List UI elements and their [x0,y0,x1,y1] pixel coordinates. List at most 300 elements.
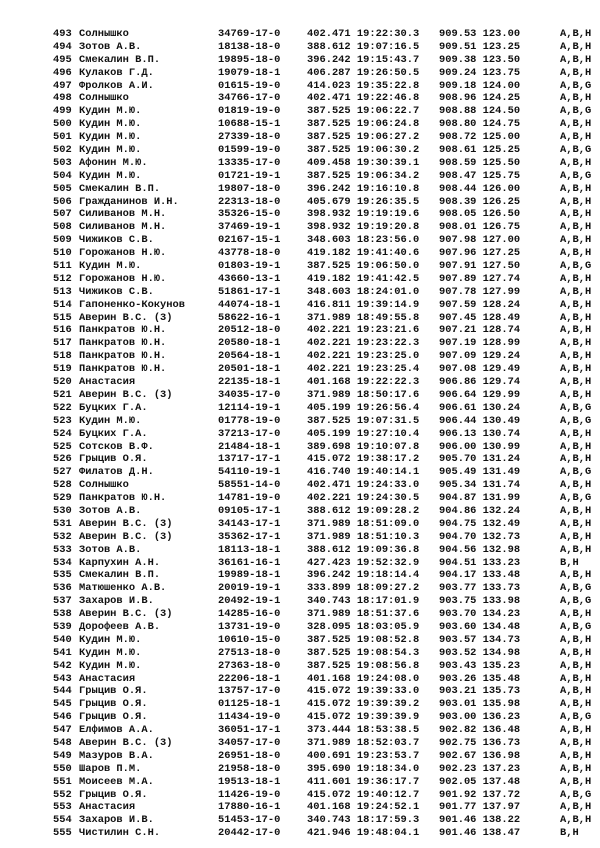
place-number: 537 [53,595,72,608]
participant-name: Аверин В.С. (3) [79,530,173,543]
ring-code: 36051-17-1 [218,724,281,737]
category-flags: A,B,H [560,234,592,247]
distance-and-time: 415.072 19:39:33.0 [307,685,420,698]
distance-and-time: 406.287 19:26:50.5 [307,66,420,79]
table-row [0,299,600,312]
distance-and-time: 414.023 19:35:22.8 [307,79,420,92]
distance-and-time: 371.989 18:51:09.0 [307,517,420,530]
participant-name: Горожанов Н.Ю. [79,247,167,260]
ring-code: 27513-18-0 [218,646,281,659]
category-flags: A,B,H [560,337,592,350]
participant-name: Шаров П.М. [79,762,142,775]
category-flags: A,B,H [560,543,592,556]
category-flags: A,B,G [560,595,592,608]
place-number: 497 [53,79,72,92]
speed-and-points: 907.91 127.50 [439,260,521,273]
speed-and-points: 903.60 134.48 [439,620,521,633]
table-row [0,312,600,325]
distance-and-time: 371.989 18:51:10.3 [307,530,420,543]
distance-and-time: 387.525 19:08:56.8 [307,659,420,672]
distance-and-time: 387.525 19:06:34.2 [307,169,420,182]
distance-and-time: 395.690 19:18:34.0 [307,762,420,775]
table-row [0,518,600,531]
ring-code: 37213-17-0 [218,427,281,440]
participant-name: Зотов А.В. [79,40,142,53]
ring-code: 01819-19-0 [218,105,281,118]
ring-code: 51453-17-0 [218,814,281,827]
table-row [0,402,600,415]
participant-name: Филатов Д.Н. [79,466,154,479]
place-number: 525 [53,440,72,453]
category-flags: A,B,H [560,28,592,40]
place-number: 532 [53,530,72,543]
table-row [0,750,600,763]
table-row [0,673,600,686]
table-row [0,634,600,647]
ring-code: 01599-19-0 [218,144,281,157]
distance-and-time: 398.932 19:19:19.6 [307,208,420,221]
participant-name: Панкратов Ю.Н. [79,350,167,363]
category-flags: A,B,H [560,376,592,389]
participant-name: Фролков А.И. [79,79,154,92]
table-row [0,350,600,363]
ring-code: 34057-17-0 [218,736,281,749]
place-number: 515 [53,311,72,324]
speed-and-points: 908.80 124.75 [439,118,521,131]
ring-code: 01721-19-1 [218,169,281,182]
distance-and-time: 396.242 19:18:14.4 [307,569,420,582]
speed-and-points: 903.57 134.73 [439,633,521,646]
participant-name: Панкратов Ю.Н. [79,324,167,337]
distance-and-time: 387.525 19:06:24.8 [307,118,420,131]
place-number: 519 [53,363,72,376]
category-flags: A,B,H [560,814,592,827]
place-number: 494 [53,40,72,53]
table-row [0,544,600,557]
ring-code: 02167-15-1 [218,234,281,247]
place-number: 547 [53,724,72,737]
place-number: 540 [53,633,72,646]
speed-and-points: 909.24 123.75 [439,66,521,79]
table-row [0,569,600,582]
category-flags: A,B,H [560,724,592,737]
speed-and-points: 907.45 128.49 [439,311,521,324]
table-row [0,647,600,660]
table-row [0,776,600,789]
participant-name: Кудин М.Ю. [79,260,142,273]
table-row [0,67,600,80]
category-flags: A,B,H [560,453,592,466]
participant-name: Буцких Г.А. [79,427,148,440]
ring-code: 20580-18-1 [218,337,281,350]
distance-and-time: 401.168 19:24:08.0 [307,672,420,685]
speed-and-points: 908.05 126.50 [439,208,521,221]
category-flags: A,B,H [560,633,592,646]
ring-code: 35326-15-0 [218,208,281,221]
category-flags: A,B,H [560,388,592,401]
speed-and-points: 908.01 126.75 [439,221,521,234]
ring-code: 26951-18-0 [218,749,281,762]
category-flags: A,B,H [560,208,592,221]
category-flags: A,B,H [560,736,592,749]
participant-name: Аверин В.С. (3) [79,388,173,401]
table-row [0,221,600,234]
place-number: 545 [53,698,72,711]
distance-and-time: 415.072 19:38:17.2 [307,453,420,466]
ring-code: 19079-18-1 [218,66,281,79]
ring-code: 43778-18-0 [218,247,281,260]
distance-and-time: 400.691 19:23:53.7 [307,749,420,762]
ring-code: 44074-18-1 [218,298,281,311]
table-row [0,441,600,454]
distance-and-time: 415.072 19:40:12.7 [307,788,420,801]
ring-code: 35362-17-1 [218,530,281,543]
ring-code: 27363-18-0 [218,659,281,672]
speed-and-points: 907.09 129.24 [439,350,521,363]
distance-and-time: 419.182 19:41:42.5 [307,272,420,285]
distance-and-time: 388.612 19:09:28.2 [307,504,420,517]
speed-and-points: 908.39 126.25 [439,195,521,208]
distance-and-time: 387.525 19:08:54.3 [307,646,420,659]
table-row [0,608,600,621]
category-flags: A,B,G [560,466,592,479]
category-flags: A,B,H [560,92,592,105]
category-flags: A,B,H [560,762,592,775]
participant-name: Афонин М.Ю. [79,156,148,169]
ring-code: 21484-18-1 [218,440,281,453]
place-number: 495 [53,53,72,66]
category-flags: A,B,H [560,66,592,79]
table-row [0,711,600,724]
ring-code: 01778-19-0 [218,414,281,427]
category-flags: A,B,H [560,285,592,298]
distance-and-time: 328.095 18:03:05.9 [307,620,420,633]
category-flags: A,B,H [560,350,592,363]
speed-and-points: 907.96 127.25 [439,247,521,260]
ring-code: 20442-17-0 [218,827,281,840]
category-flags: A,B,H [560,40,592,53]
table-row [0,660,600,673]
category-flags: A,B,G [560,144,592,157]
speed-and-points: 904.75 132.49 [439,517,521,530]
table-row [0,324,600,337]
distance-and-time: 396.242 19:16:10.8 [307,182,420,195]
ring-code: 13335-17-0 [218,156,281,169]
speed-and-points: 908.96 124.25 [439,92,521,105]
participant-name: Кудин М.Ю. [79,105,142,118]
participant-name: Захаров И.В. [79,814,154,827]
category-flags: A,B,H [560,569,592,582]
distance-and-time: 348.603 18:23:56.0 [307,234,420,247]
participant-name: Горожанов Н.Ю. [79,272,167,285]
table-row [0,208,600,221]
category-flags: A,B,G [560,260,592,273]
ring-code: 34766-17-0 [218,92,281,105]
participant-name: Аверин В.С. (3) [79,736,173,749]
participant-name: Анастасия [79,376,136,389]
category-flags: A,B,G [560,79,592,92]
place-number: 530 [53,504,72,517]
category-flags: A,B,H [560,749,592,762]
place-number: 551 [53,775,72,788]
ring-code: 01803-19-1 [218,260,281,273]
place-number: 496 [53,66,72,79]
distance-and-time: 402.471 19:22:46.8 [307,92,420,105]
distance-and-time: 409.458 19:30:39.1 [307,156,420,169]
results-table [0,28,600,840]
speed-and-points: 907.08 129.49 [439,363,521,376]
participant-name: Моисеев М.А. [79,775,154,788]
ring-code: 14781-19-0 [218,492,281,505]
place-number: 555 [53,827,72,840]
category-flags: A,B,H [560,156,592,169]
table-row [0,363,600,376]
place-number: 493 [53,28,72,40]
speed-and-points: 901.46 138.22 [439,814,521,827]
category-flags: A,B,H [560,775,592,788]
distance-and-time: 427.423 19:52:32.9 [307,556,420,569]
category-flags: A,B,H [560,698,592,711]
ring-code: 19513-18-1 [218,775,281,788]
participant-name: Сотсков В.Ф. [79,440,154,453]
place-number: 553 [53,801,72,814]
distance-and-time: 402.221 19:23:25.0 [307,350,420,363]
speed-and-points: 907.78 127.99 [439,285,521,298]
distance-and-time: 398.932 19:19:20.8 [307,221,420,234]
participant-name: Чижиков С.В. [79,285,154,298]
distance-and-time: 421.946 19:48:04.1 [307,827,420,840]
place-number: 511 [53,260,72,273]
speed-and-points: 901.92 137.72 [439,788,521,801]
ring-code: 01615-19-0 [218,79,281,92]
place-number: 554 [53,814,72,827]
speed-and-points: 904.86 132.24 [439,504,521,517]
table-row [0,531,600,544]
place-number: 506 [53,195,72,208]
participant-name: Силиванов М.Н. [79,221,167,234]
ring-code: 20564-18-1 [218,350,281,363]
participant-name: Кудин М.Ю. [79,414,142,427]
participant-name: Матюшенко А.В. [79,582,167,595]
speed-and-points: 906.86 129.74 [439,376,521,389]
speed-and-points: 907.59 128.24 [439,298,521,311]
table-row [0,260,600,273]
speed-and-points: 904.51 133.23 [439,556,521,569]
table-row [0,273,600,286]
place-number: 513 [53,285,72,298]
distance-and-time: 415.072 19:39:39.2 [307,698,420,711]
speed-and-points: 908.61 125.25 [439,144,521,157]
category-flags: A,B,H [560,324,592,337]
place-number: 507 [53,208,72,221]
place-number: 512 [53,272,72,285]
speed-and-points: 909.53 123.00 [439,28,521,40]
distance-and-time: 402.221 19:23:25.4 [307,363,420,376]
table-row [0,118,600,131]
category-flags: A,B,H [560,298,592,311]
place-number: 523 [53,414,72,427]
place-number: 517 [53,337,72,350]
table-row [0,582,600,595]
ring-code: 34035-17-0 [218,388,281,401]
place-number: 516 [53,324,72,337]
place-number: 528 [53,479,72,492]
participant-name: Чижиков С.В. [79,234,154,247]
ring-code: 19989-18-1 [218,569,281,582]
participant-name: Аверин В.С. (3) [79,608,173,621]
participant-name: Гапоненко-Кокунов [79,298,186,311]
speed-and-points: 901.77 137.97 [439,801,521,814]
table-row [0,28,600,41]
ring-code: 09105-17-1 [218,504,281,517]
participant-name: Кулаков Г.Д. [79,66,154,79]
category-flags: A,B,G [560,401,592,414]
category-flags: A,B,G [560,492,592,505]
category-flags: A,B,G [560,711,592,724]
ring-code: 21958-18-0 [218,762,281,775]
speed-and-points: 903.75 133.98 [439,595,521,608]
category-flags: A,B,H [560,659,592,672]
participant-name: Смекалин В.П. [79,569,161,582]
table-row [0,376,600,389]
participant-name: Захаров И.В. [79,595,154,608]
distance-and-time: 371.989 18:51:37.6 [307,608,420,621]
ring-code: 10688-15-1 [218,118,281,131]
participant-name: Буцких Г.А. [79,401,148,414]
ring-code: 34769-17-0 [218,28,281,40]
speed-and-points: 907.98 127.00 [439,234,521,247]
category-flags: A,B,H [560,247,592,260]
place-number: 498 [53,92,72,105]
distance-and-time: 405.199 19:27:10.4 [307,427,420,440]
distance-and-time: 387.525 19:08:52.8 [307,633,420,646]
speed-and-points: 906.64 129.99 [439,388,521,401]
place-number: 527 [53,466,72,479]
ring-code: 12114-19-1 [218,401,281,414]
category-flags: A,B,H [560,272,592,285]
category-flags: A,B,H [560,530,592,543]
ring-code: 17880-16-1 [218,801,281,814]
ring-code: 14285-16-0 [218,608,281,621]
speed-and-points: 905.70 131.24 [439,453,521,466]
place-number: 552 [53,788,72,801]
place-number: 524 [53,427,72,440]
category-flags: A,B,H [560,479,592,492]
participant-name: Смекалин В.П. [79,182,161,195]
place-number: 503 [53,156,72,169]
participant-name: Анастасия [79,672,136,685]
ring-code: 13717-17-1 [218,453,281,466]
participant-name: Анастасия [79,801,136,814]
speed-and-points: 909.38 123.50 [439,53,521,66]
ring-code: 11426-19-0 [218,788,281,801]
speed-and-points: 904.17 133.48 [439,569,521,582]
category-flags: A,B,H [560,646,592,659]
speed-and-points: 908.88 124.50 [439,105,521,118]
participant-name: Елфимов А.А. [79,724,154,737]
participant-name: Солнышко [79,92,129,105]
distance-and-time: 389.698 19:10:07.8 [307,440,420,453]
participant-name: Кудин М.Ю. [79,118,142,131]
speed-and-points: 908.44 126.00 [439,182,521,195]
place-number: 538 [53,608,72,621]
ring-code: 34143-17-1 [218,517,281,530]
table-row [0,621,600,634]
distance-and-time: 371.989 18:52:03.7 [307,736,420,749]
table-row [0,183,600,196]
ring-code: 37469-19-1 [218,221,281,234]
place-number: 522 [53,401,72,414]
ring-code: 22206-18-1 [218,672,281,685]
distance-and-time: 388.612 19:07:16.5 [307,40,420,53]
place-number: 499 [53,105,72,118]
distance-and-time: 387.525 19:07:31.5 [307,414,420,427]
category-flags: A,B,H [560,685,592,698]
place-number: 549 [53,749,72,762]
ring-code: 58551-14-0 [218,479,281,492]
participant-name: Чистилин С.Н. [79,827,161,840]
distance-and-time: 416.740 19:40:14.1 [307,466,420,479]
participant-name: Панкратов Ю.Н. [79,337,167,350]
place-number: 529 [53,492,72,505]
distance-and-time: 396.242 19:15:43.7 [307,53,420,66]
distance-and-time: 402.471 19:24:33.0 [307,479,420,492]
distance-and-time: 402.221 19:23:22.3 [307,337,420,350]
category-flags: A,B,G [560,620,592,633]
speed-and-points: 909.18 124.00 [439,79,521,92]
category-flags: B,H [560,556,579,569]
distance-and-time: 411.601 19:36:17.7 [307,775,420,788]
ring-code: 36161-16-1 [218,556,281,569]
place-number: 510 [53,247,72,260]
category-flags: A,B,H [560,517,592,530]
distance-and-time: 405.199 19:26:56.4 [307,401,420,414]
speed-and-points: 902.05 137.48 [439,775,521,788]
speed-and-points: 909.51 123.25 [439,40,521,53]
distance-and-time: 387.525 19:06:27.2 [307,131,420,144]
place-number: 546 [53,711,72,724]
distance-and-time: 401.168 19:24:52.1 [307,801,420,814]
category-flags: A,B,H [560,53,592,66]
distance-and-time: 387.525 19:06:30.2 [307,144,420,157]
ring-code: 51861-17-1 [218,285,281,298]
distance-and-time: 387.525 19:06:22.7 [307,105,420,118]
speed-and-points: 903.52 134.98 [439,646,521,659]
place-number: 509 [53,234,72,247]
speed-and-points: 903.77 133.73 [439,582,521,595]
category-flags: A,B,H [560,221,592,234]
participant-name: Гражданинов И.Н. [79,195,179,208]
distance-and-time: 387.525 19:06:50.0 [307,260,420,273]
participant-name: Грыцив О.Я. [79,698,148,711]
table-row [0,337,600,350]
place-number: 521 [53,388,72,401]
distance-and-time: 405.679 19:26:35.5 [307,195,420,208]
category-flags: A,B,H [560,182,592,195]
ring-code: 19807-18-0 [218,182,281,195]
participant-name: Аверин В.С. (3) [79,311,173,324]
speed-and-points: 906.44 130.49 [439,414,521,427]
category-flags: A,B,H [560,504,592,517]
table-row [0,389,600,402]
place-number: 534 [53,556,72,569]
speed-and-points: 904.87 131.99 [439,492,521,505]
table-row [0,595,600,608]
distance-and-time: 388.612 19:09:36.8 [307,543,420,556]
table-row [0,827,600,840]
ring-code: 13757-17-0 [218,685,281,698]
distance-and-time: 416.811 19:39:14.9 [307,298,420,311]
